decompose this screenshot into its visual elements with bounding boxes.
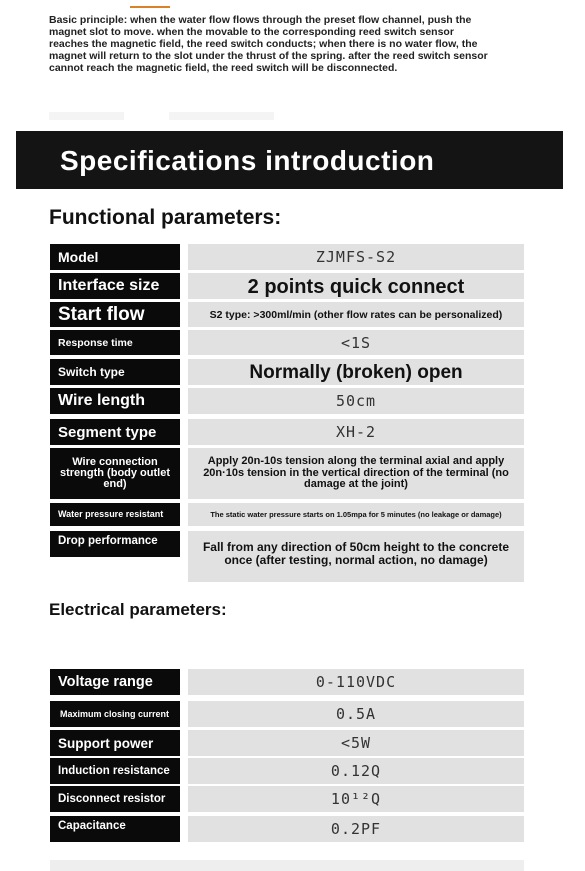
param-value: 50cm (188, 388, 524, 414)
table-row (50, 816, 524, 842)
param-value: Fall from any direction of 50cm height to the concrete once (after testing, normal action, no damage) (188, 531, 524, 582)
table-row (50, 330, 524, 355)
param-value: 0.12Q (188, 758, 524, 784)
param-value: XH-2 (188, 419, 524, 445)
param-value: S2 type: >300ml/min (other flow rates can be personalized) (188, 302, 524, 327)
param-label: Model (50, 244, 180, 270)
param-value: The static water pressure starts on 1.05mpa for 5 minutes (no leakage or damage) (188, 503, 524, 526)
param-value: <5W (188, 730, 524, 756)
bottom-strip (50, 860, 524, 871)
functional-parameters-title: Functional parameters: (49, 206, 282, 229)
param-label: Water pressure resistant (50, 503, 180, 526)
param-label: Segment type (50, 419, 180, 445)
param-label: Induction resistance (50, 758, 180, 784)
param-value: ZJMFS-S2 (188, 244, 524, 270)
table-row (50, 730, 524, 756)
table-row (50, 758, 524, 784)
param-value: 0.2PF (188, 816, 524, 842)
table-row (50, 273, 524, 299)
param-label: Interface size (50, 273, 180, 299)
specifications-banner (16, 131, 563, 189)
param-label: Capacitance (50, 816, 180, 842)
table-row (50, 302, 524, 327)
param-label: Drop performance (50, 531, 180, 557)
param-label: Disconnect resistor (50, 786, 180, 812)
table-row (50, 244, 524, 270)
param-value: Apply 20n-10s tension along the terminal axial and apply 20n·10s tension in the vertical direction of the terminal (no damage at the joint) (188, 448, 524, 499)
table-row (50, 503, 524, 526)
param-label: Maximum closing current (50, 701, 180, 727)
param-value: 0.5A (188, 701, 524, 727)
param-label: Start flow (50, 302, 180, 327)
param-value: 2 points quick connect (188, 273, 524, 299)
table-row (50, 701, 524, 727)
param-value: 10¹²Q (188, 786, 524, 812)
param-label: Wire connection strength (body outlet end) (50, 448, 180, 499)
table-row (50, 388, 524, 414)
table-row (50, 669, 524, 695)
table-row (50, 419, 524, 445)
top-accent-line (130, 6, 170, 8)
table-row (50, 531, 524, 582)
param-value: 0-110VDC (188, 669, 524, 695)
param-label: Switch type (50, 359, 180, 385)
param-value: Normally (broken) open (188, 359, 524, 385)
table-row (50, 359, 524, 385)
param-value: <1S (188, 330, 524, 355)
param-label: Wire length (50, 388, 180, 414)
faint-divider (49, 112, 349, 120)
electrical-parameters-title: Electrical parameters: (49, 600, 227, 619)
table-row (50, 448, 524, 499)
table-row (50, 786, 524, 812)
param-label: Response time (50, 330, 180, 355)
param-label: Support power (50, 730, 180, 756)
param-label: Voltage range (50, 669, 180, 695)
banner-title: Specifications introduction (60, 145, 435, 176)
intro-paragraph: Basic principle: when the water flow flows through the preset flow channel, push the magnet slot to move. when the movable to the corresponding reed switch sensor reaches the magnetic field, the reed switch conducts; when there is no water flow, the magnet will return to the slot under the thrust of the spring. after the reed switch sensor cannot reach the magnetic field, the reed switch will be disconnected. (49, 14, 488, 74)
